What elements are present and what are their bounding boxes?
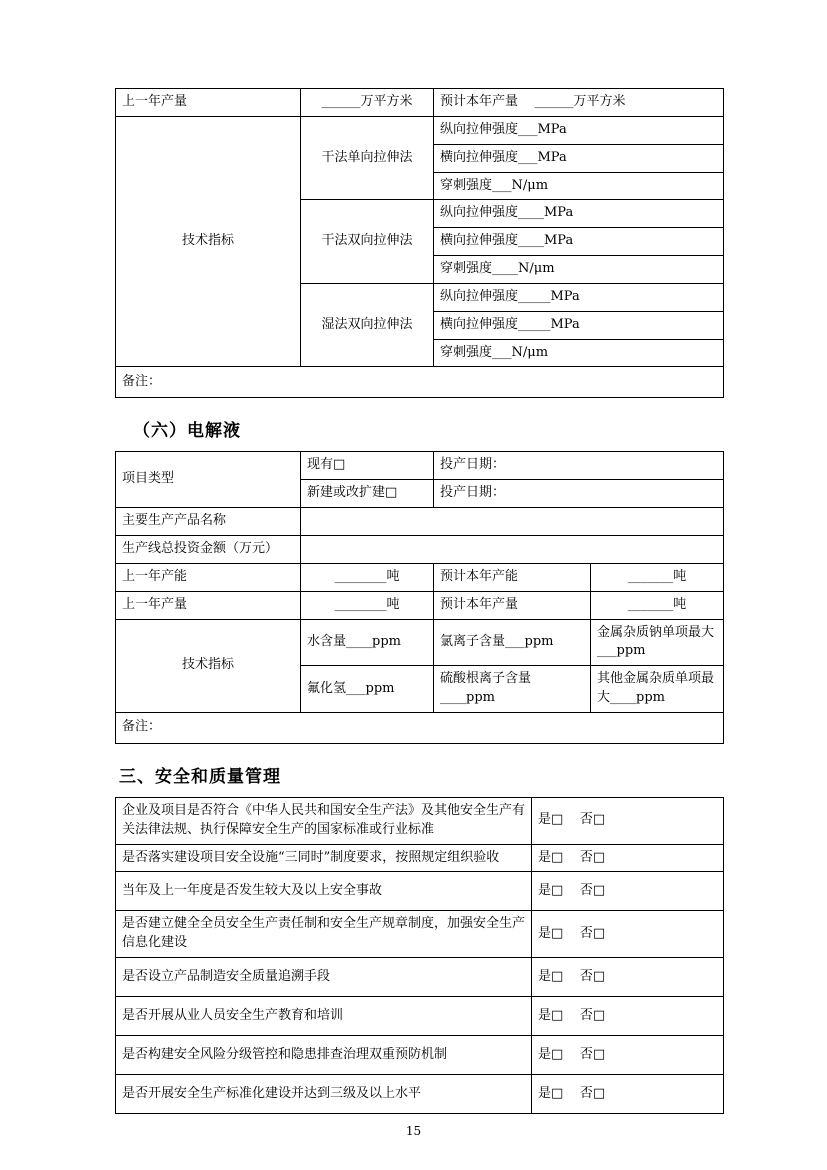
table-row: [116, 508, 724, 536]
last-year-output-label: 上一年产量: [116, 89, 301, 117]
answer-cell[interactable]: [532, 872, 724, 911]
last-year-capacity-value: ________吨: [301, 563, 434, 591]
answer-cell[interactable]: [532, 997, 724, 1036]
no-option[interactable]: 否□: [579, 925, 606, 941]
table-row: [116, 591, 724, 619]
tech-index-label: 技术指标: [116, 116, 301, 367]
table-row: [116, 89, 724, 117]
answer-cell[interactable]: [532, 911, 724, 958]
spec-item: 穿刺强度____N/μm: [434, 256, 724, 284]
no-option[interactable]: 否□: [579, 882, 606, 898]
investment-value[interactable]: [301, 535, 724, 563]
remark-cell-2: 备注：: [116, 712, 724, 743]
table-row: [116, 997, 724, 1036]
spec-item: 纵向拉伸强度_____MPa: [434, 283, 724, 311]
project-type-existing[interactable]: 现有□: [301, 452, 434, 480]
spec-item: 纵向拉伸强度___MPa: [434, 116, 724, 144]
table-row: [116, 797, 724, 844]
this-year-output-value: ______万平方米: [534, 94, 626, 109]
spec-item: 金属杂质钠单项最大___ppm: [591, 619, 724, 666]
this-year-output-label: 预计本年产量: [440, 94, 519, 109]
this-year-capacity-value: _______吨: [591, 563, 724, 591]
new-start-date: 投产日期：: [434, 480, 724, 508]
spec-item: 氯离子含量___ppm: [434, 619, 591, 666]
question-text: 当年及上一年度是否发生较大及以上安全事故: [116, 872, 532, 911]
no-option[interactable]: 否□: [579, 1046, 606, 1062]
method-name-wet-biaxial: 湿法双向拉伸法: [301, 283, 434, 367]
answer-cell[interactable]: [532, 1075, 724, 1114]
question-text: 是否建立健全全员安全生产责任制和安全生产规章制度，加强安全生产信息化建设: [116, 911, 532, 958]
table-row: [116, 844, 724, 872]
spec-item: 横向拉伸强度___MPa: [434, 144, 724, 172]
project-type-new-or-expand[interactable]: 新建或改扩建□: [301, 480, 434, 508]
answer-cell[interactable]: [532, 1036, 724, 1075]
spec-item: 横向拉伸强度____MPa: [434, 228, 724, 256]
table-row: [116, 1036, 724, 1075]
yes-option[interactable]: 是□: [538, 1046, 564, 1062]
investment-label: 生产线总投资金额（万元）: [116, 535, 301, 563]
section-title-six: （六）电解液: [133, 421, 241, 442]
yes-option[interactable]: 是□: [538, 849, 564, 865]
question-text: 是否开展安全生产标准化建设并达到三级及以上水平: [116, 1075, 532, 1114]
spec-item: 氟化氢___ppm: [301, 666, 434, 713]
last-year-output-value-2: ________吨: [301, 591, 434, 619]
answer-cell[interactable]: [532, 958, 724, 997]
project-type-label: 项目类型: [116, 452, 301, 508]
spec-item: 纵向拉伸强度____MPa: [434, 200, 724, 228]
yes-option[interactable]: 是□: [538, 968, 564, 984]
answer-cell[interactable]: [532, 844, 724, 872]
separator-spec-table: [115, 88, 724, 398]
question-text: 是否开展从业人员安全生产教育和培训: [116, 997, 532, 1036]
table-row: [116, 958, 724, 997]
section-title-three: 三、安全和质量管理: [119, 766, 281, 787]
yes-option[interactable]: 是□: [538, 1085, 564, 1101]
method-name-dry-uniaxial: 干法单向拉伸法: [301, 116, 434, 200]
table-row: [116, 1075, 724, 1114]
table-row: [116, 619, 724, 666]
no-option[interactable]: 否□: [579, 1085, 606, 1101]
method-name-dry-biaxial: 干法双向拉伸法: [301, 200, 434, 284]
tech-index-label-2: 技术指标: [116, 619, 301, 712]
last-year-capacity-label: 上一年产能: [116, 563, 301, 591]
electrolyte-spec-table: [115, 451, 724, 743]
no-option[interactable]: 否□: [579, 1007, 606, 1023]
table-row: [116, 367, 724, 398]
table-row: [116, 563, 724, 591]
yes-option[interactable]: 是□: [538, 1007, 564, 1023]
table-row: [116, 116, 724, 144]
no-option[interactable]: 否□: [579, 968, 606, 984]
main-product-label: 主要生产产品名称: [116, 508, 301, 536]
spec-item: 穿刺强度___N/μm: [434, 339, 724, 367]
yes-option[interactable]: 是□: [538, 882, 564, 898]
table-row: [116, 535, 724, 563]
table-row: [116, 452, 724, 480]
page-number: 15: [405, 1124, 422, 1138]
this-year-capacity-label: 预计本年产能: [434, 563, 591, 591]
table-row: [116, 911, 724, 958]
spec-item: 穿刺强度___N/μm: [434, 172, 724, 200]
answer-cell[interactable]: [532, 797, 724, 844]
question-text: 企业及项目是否符合《中华人民共和国安全生产法》及其他安全生产有关法律法规、执行保障安全生产的国家标准或行业标准: [116, 797, 532, 844]
yes-option[interactable]: 是□: [538, 812, 564, 828]
existing-start-date: 投产日期：: [434, 452, 724, 480]
last-year-output-label-2: 上一年产量: [116, 591, 301, 619]
no-option[interactable]: 否□: [579, 849, 606, 865]
this-year-output-value-2: _______吨: [591, 591, 724, 619]
spec-item: 其他金属杂质单项最大____ppm: [591, 666, 724, 713]
spec-item: 硫酸根离子含量____ppm: [434, 666, 591, 713]
main-product-value[interactable]: [301, 508, 724, 536]
last-year-output-value: ______万平方米: [301, 89, 434, 117]
no-option[interactable]: 否□: [579, 812, 606, 828]
remark-cell: 备注：: [116, 367, 724, 398]
spec-item: 水含量____ppm: [301, 619, 434, 666]
question-text: 是否构建安全风险分级管控和隐患排查治理双重预防机制: [116, 1036, 532, 1075]
question-text: 是否设立产品制造安全质量追溯手段: [116, 958, 532, 997]
table-row: [116, 872, 724, 911]
question-text: 是否落实建设项目安全设施“三同时”制度要求，按照规定组织验收: [116, 844, 532, 872]
spec-item: 横向拉伸强度_____MPa: [434, 311, 724, 339]
this-year-output-label-2: 预计本年产量: [434, 591, 591, 619]
yes-option[interactable]: 是□: [538, 925, 564, 941]
table-row: [116, 712, 724, 743]
safety-quality-table: [115, 797, 724, 1114]
this-year-output-cell: [434, 89, 724, 117]
